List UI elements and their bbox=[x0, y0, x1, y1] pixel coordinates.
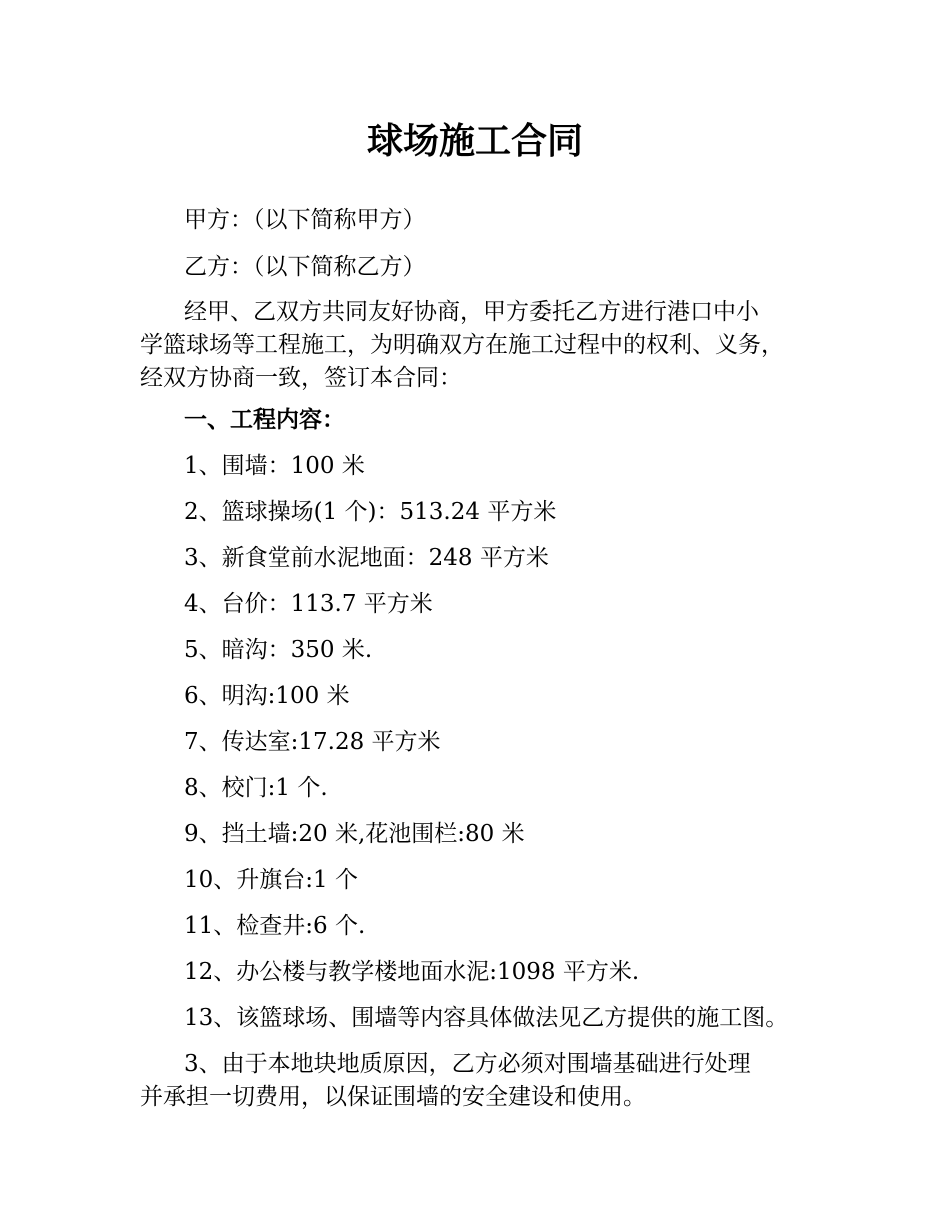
intro-paragraph bbox=[140, 296, 840, 395]
intro-line-1: 经甲、乙双方共同友好协商，甲方委托乙方进行港口中小 bbox=[184, 299, 759, 325]
list-item: 4、台价：113.7 平方米 bbox=[184, 591, 433, 617]
intro-line-3: 经双方协商一致，签订本合同： bbox=[140, 365, 462, 391]
party-a-line: 甲方：（以下简称甲方） bbox=[184, 207, 426, 233]
list-item: 2、篮球操场(1 个)：513.24 平方米 bbox=[184, 499, 557, 525]
clause-3-paragraph bbox=[140, 1048, 840, 1114]
list-item: 10、升旗台:1 个 bbox=[184, 867, 358, 893]
party-b-line: 乙方：（以下简称乙方） bbox=[184, 254, 426, 280]
list-item: 12、办公楼与教学楼地面水泥:1098 平方米. bbox=[184, 959, 640, 985]
clause-3-line-1: 3、由于本地块地质原因，乙方必须对围墙基础进行处理 bbox=[184, 1051, 751, 1077]
list-item: 6、明沟:100 米 bbox=[184, 683, 350, 709]
list-item: 5、暗沟：350 米. bbox=[184, 637, 373, 663]
list-item: 9、挡土墙:20 米,花池围栏:80 米 bbox=[184, 821, 525, 847]
list-item: 11、检查井:6 个. bbox=[184, 913, 366, 939]
list-item: 13、该篮球场、围墙等内容具体做法见乙方提供的施工图。 bbox=[184, 1005, 789, 1031]
list-item: 3、新食堂前水泥地面：248 平方米 bbox=[184, 545, 549, 571]
clause-3-line-2: 并承担一切费用，以保证围墙的安全建设和使用。 bbox=[140, 1084, 646, 1110]
list-item: 8、校门:1 个. bbox=[184, 775, 328, 801]
document-title: 球场施工合同 bbox=[366, 121, 583, 162]
intro-line-2: 学篮球场等工程施工，为明确双方在施工过程中的权利、义务， bbox=[140, 332, 784, 358]
list-item: 1、围墙：100 米 bbox=[184, 453, 365, 479]
section-heading-work-content: 一、工程内容： bbox=[184, 407, 345, 433]
list-item: 7、传达室:17.28 平方米 bbox=[184, 729, 441, 755]
